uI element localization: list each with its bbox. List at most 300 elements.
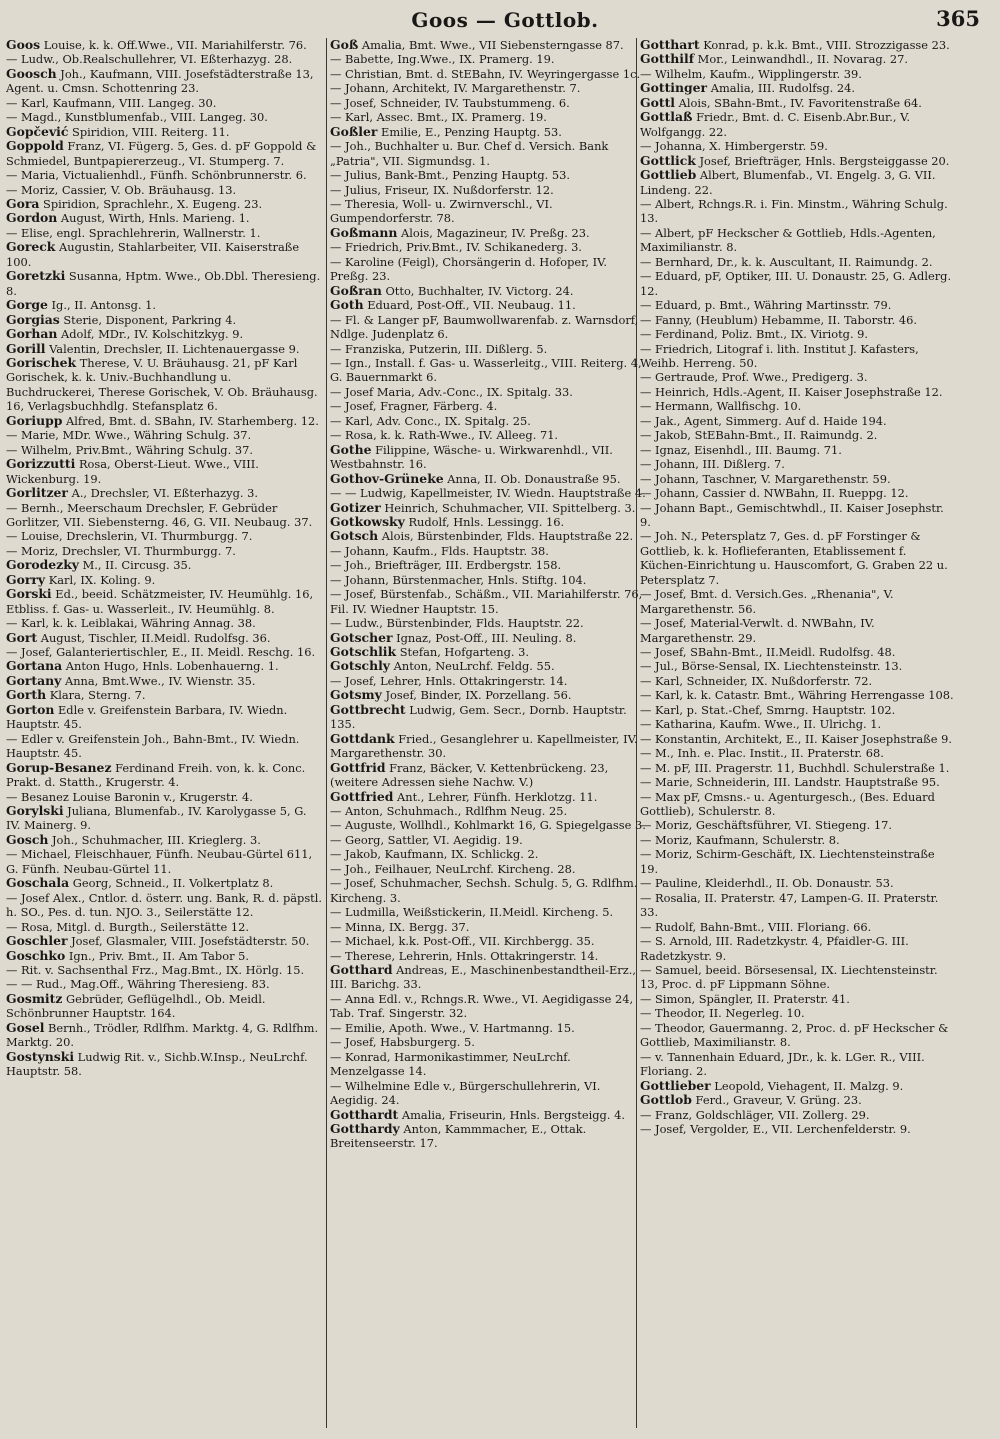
directory-entry: [6, 688, 322, 702]
entry-surname: Gorton: [6, 701, 55, 717]
directory-entry: [6, 226, 322, 240]
entry-details: — — Rud., Mag.Off., Währing Theresieng. 83.: [6, 977, 270, 992]
entry-details: Rudolf, Hnls. Lessingg. 16.: [404, 514, 565, 529]
entry-details: — Wilhelm, Kaufm., Wipplingerstr. 39.: [640, 66, 862, 81]
directory-entry: [330, 240, 646, 254]
entry-details: — Heinrich, Hdls.-Agent, II. Kaiser Josephstraße 12.: [640, 384, 943, 399]
directory-entry: [640, 457, 954, 471]
directory-entry: [640, 52, 954, 66]
entry-details: Amalia, III. Rudolfsg. 24.: [707, 81, 856, 96]
directory-entry: [330, 298, 646, 312]
directory-entry: [640, 501, 954, 530]
entry-details: — Marie, MDr. Wwe., Währing Schulg. 37.: [6, 428, 252, 443]
entry-details: — Karl, Kaufmann, VIII. Langeg. 30.: [6, 95, 217, 110]
directory-entry: [6, 1021, 322, 1050]
entry-details: Ignaz, Post-Off., III. Neuling. 8.: [392, 630, 577, 645]
entry-details: Alois, SBahn-Bmt., IV. Favoritenstraße 64.: [675, 95, 922, 110]
directory-entry: [640, 81, 954, 95]
directory-entry: [330, 385, 646, 399]
directory-entry: [6, 587, 322, 616]
entry-details: — Eduard, p. Bmt., Währing Martinsstr. 79.: [640, 298, 892, 313]
entry-details: — Karl, p. Stat.-Chef, Smrng. Hauptstr. 102.: [640, 702, 896, 717]
entry-details: Ludwig, Gem. Secr., Dornb. Hauptstr. 135.: [330, 702, 627, 732]
entry-surname: Goßmann: [330, 224, 398, 240]
directory-entry: [6, 356, 322, 414]
entry-details: A., Drechsler, VI. Eßterhazyg. 3.: [67, 486, 258, 501]
directory-entry: [640, 818, 954, 832]
entry-details: — — Ludwig, Kapellmeister, IV. Wiedn. Hauptstraße 4.: [330, 486, 646, 501]
directory-column-1: [6, 38, 322, 1428]
directory-entry: [6, 428, 322, 442]
entry-details: August, Wirth, Hnls. Marieng. 1.: [57, 211, 250, 226]
directory-entry: [330, 862, 646, 876]
directory-entry: [6, 790, 322, 804]
entry-details: — Babette, Ing.Wwe., IX. Pramerg. 19.: [330, 52, 555, 67]
directory-column-2: [330, 38, 646, 1428]
directory-entry: [640, 327, 954, 341]
entry-details: Amalia, Friseurin, Hnls. Bergsteigg. 4.: [398, 1107, 625, 1122]
entry-details: Ig., II. Antonsg. 1.: [47, 298, 157, 313]
directory-entry: [640, 139, 954, 153]
entry-details: — Josef Alex., Cntlor. d. österr. ung. Bank, R. d. päpstl. h. SO., Pes. d. tun. NJO. 3., Seilerstätte 12.: [6, 890, 322, 920]
entry-surname: Gotthard: [330, 962, 393, 977]
directory-entry: [6, 573, 322, 587]
entry-surname: Goreck: [6, 239, 56, 255]
directory-entry: [640, 703, 954, 717]
page-number: 365: [936, 6, 980, 31]
entry-details: — Samuel, beeid. Börsesensal, IX. Liechtensteinstr. 13, Proc. d. pF Lippmann Söhne.: [640, 963, 938, 992]
directory-entry: [640, 775, 954, 789]
entry-details: — Julius, Friseur, IX. Nußdorferstr. 12.: [330, 182, 554, 197]
entry-surname: Gosmitz: [6, 990, 63, 1006]
directory-entry: [640, 313, 954, 327]
directory-entry: [330, 110, 646, 124]
directory-entry: [330, 659, 646, 673]
directory-entry: [640, 428, 954, 442]
directory-entry: [330, 544, 646, 558]
directory-entry: [640, 1108, 954, 1122]
directory-entry: [640, 529, 954, 587]
entry-details: Ferd., Graveur, V. Grüng. 23.: [691, 1093, 862, 1108]
entry-details: — Ludw., Bürstenbinder, Flds. Hauptstr. 22.: [330, 616, 584, 631]
entry-details: — Maria, Victualienhdl., Fünfh. Schönbrunnerstr. 6.: [6, 168, 307, 183]
entry-details: Konrad, p. k.k. Bmt., VIII. Strozzigasse 23.: [699, 38, 950, 52]
entry-details: — Josef, Lehrer, Hnls. Ottakringerstr. 14.: [330, 673, 568, 688]
entry-surname: Gorill: [6, 340, 46, 356]
directory-entry: [330, 472, 646, 486]
directory-entry: [640, 790, 954, 819]
directory-entry: [330, 515, 646, 529]
directory-entry: [640, 891, 954, 920]
entry-surname: Goriupp: [6, 412, 63, 428]
directory-entry: [640, 385, 954, 399]
entry-details: — Bernh., Meerschaum Drechsler, F. Gebrüder Gorlitzer, VII. Siebensterng. 46, G. VII. Neubaug. 37.: [6, 500, 313, 529]
entry-details: — Ludw., Ob.Realschullehrer, VI. Eßterhazyg. 28.: [6, 52, 293, 67]
directory-entry: [6, 110, 322, 124]
entry-surname: Goßler: [330, 123, 378, 139]
entry-details: — Moriz, Geschäftsführer, VI. Stiegeng. 17.: [640, 818, 892, 833]
entry-surname: Gotthart: [640, 38, 700, 52]
entry-details: Joh., Schuhmacher, III. Krieglerg. 3.: [48, 832, 261, 847]
entry-surname: Gort: [6, 629, 38, 645]
entry-details: Spiridion, VIII. Reiterg. 11.: [68, 124, 230, 139]
entry-details: — Johann, Kaufm., Flds. Hauptstr. 38.: [330, 543, 549, 558]
entry-surname: Gorgias: [6, 311, 60, 327]
directory-entry: [6, 313, 322, 327]
directory-entry: [330, 818, 646, 832]
directory-entry: [330, 255, 646, 284]
directory-entry: [6, 38, 322, 52]
directory-entry: [330, 1108, 646, 1122]
directory-entry: [6, 414, 322, 428]
entry-surname: Gorge: [6, 297, 48, 313]
entry-details: — Johann Bapt., Gemischtwhdl., II. Kaiser Josephstr. 9.: [640, 500, 944, 529]
entry-details: — Max pF, Cmsns.- u. Agenturgesch., (Bes. Eduard Gottlieb), Schulerstr. 8.: [640, 789, 935, 819]
directory-entry: [6, 457, 322, 486]
directory-entry: [330, 949, 646, 963]
entry-details: — Christian, Bmt. d. StEBahn, IV. Weyringergasse 1c.: [330, 66, 641, 81]
entry-surname: Gorodezky: [6, 557, 80, 573]
entry-surname: Gottl: [640, 94, 675, 110]
entry-details: Anton, NeuLrchf. Feldg. 55.: [390, 659, 555, 674]
directory-entry: [330, 139, 646, 168]
entry-details: — Albert, pF Heckscher & Gottlieb, Hdls.-Agenten, Maximilianstr. 8.: [640, 225, 936, 255]
entry-details: — Johann, Taschner, V. Margarethenstr. 59.: [640, 471, 891, 486]
directory-entry: [640, 645, 954, 659]
entry-surname: Goosch: [6, 65, 57, 81]
directory-entry: [6, 52, 322, 66]
entry-details: Louise, k. k. Off.Wwe., VII. Mariahilferstr. 76.: [40, 38, 307, 52]
entry-surname: Gortana: [6, 658, 63, 674]
entry-surname: Gordon: [6, 210, 58, 226]
directory-entry: [330, 529, 646, 543]
entry-details: — Ludmilla, Weißstickerin, II.Meidl. Kircheng. 5.: [330, 905, 614, 920]
directory-entry: [330, 501, 646, 515]
directory-entry: [330, 1079, 646, 1108]
entry-surname: Gottfried: [330, 788, 394, 804]
directory-entry: [640, 342, 954, 371]
entry-details: — Johann, III. Dißlerg. 7.: [640, 457, 785, 472]
entry-details: Stefan, Hofgarteng. 3.: [396, 645, 530, 660]
entry-details: — Joh., Buchhalter u. Bur. Chef d. Versich. Bank „Patria", VII. Sigmundsg. 1.: [330, 139, 609, 168]
directory-entry: [640, 154, 954, 168]
directory-entry: [330, 616, 646, 630]
entry-details: — Anton, Schuhmach., Rdlfhm Neug. 25.: [330, 804, 568, 819]
directory-entry: [330, 81, 646, 95]
entry-details: Susanna, Hptm. Wwe., Ob.Dbl. Theresieng. 8.: [6, 269, 321, 298]
directory-entry: [6, 298, 322, 312]
directory-entry: [640, 934, 954, 963]
directory-entry: [6, 67, 322, 96]
entry-surname: Gotthilf: [640, 51, 695, 67]
entry-details: — Johann, Cassier d. NWBahn, II. Rueppg. 12.: [640, 486, 909, 501]
entry-details: — Josef, Galanteriertischler, E., II. Meidl. Reschg. 16.: [6, 645, 316, 660]
directory-entry: [330, 284, 646, 298]
directory-entry: [330, 226, 646, 240]
entry-details: Augustin, Stahlarbeiter, VII. Kaiserstraße 100.: [6, 240, 300, 269]
directory-entry: [640, 226, 954, 255]
directory-entry: [640, 1079, 954, 1093]
entry-surname: Gorup-Besanez: [6, 759, 112, 775]
entry-details: — Marie, Schneiderin, III. Landstr. Hauptstraße 95.: [640, 775, 940, 790]
entry-details: — Friedrich, Litograf i. lith. Institut J. Kafasters, Weihb. Herreng. 50.: [640, 341, 919, 370]
entry-details: — S. Arnold, III. Radetzkystr. 4, Pfaidler-G. III. Radetzkystr. 9.: [640, 934, 909, 963]
directory-entry: [6, 920, 322, 934]
entry-details: — Wilhelmine Edle v., Bürgerschullehrerin, VI. Aegidig. 24.: [330, 1078, 601, 1108]
entry-surname: Gothe: [330, 441, 372, 457]
directory-entry: [330, 1021, 646, 1035]
directory-entry: [640, 1021, 954, 1050]
entry-details: Bernh., Trödler, Rdlfhm. Marktg. 4, G. Rdlfhm. Marktg. 20.: [6, 1020, 319, 1050]
entry-surname: Gortany: [6, 672, 62, 688]
entry-details: Georg, Schneid., II. Volkertplatz 8.: [69, 876, 274, 891]
entry-details: — Fl. & Langer pF, Baumwollwarenfab. z. Warnsdorf, Ndlge. Judenplatz 6.: [330, 312, 639, 342]
directory-entry: [6, 211, 322, 225]
entry-details: — Julius, Bank-Bmt., Penzing Hauptg. 53.: [330, 168, 570, 183]
entry-details: — Josef, Fragner, Färberg. 4.: [330, 399, 498, 414]
entry-details: — Johanna, X. Himbergerstr. 59.: [640, 139, 828, 154]
directory-entry: [330, 963, 646, 992]
directory-entry: [640, 269, 954, 298]
directory-entry: [330, 790, 646, 804]
entry-details: — Eduard, pF, Optiker, III. U. Donaustr. 25, G. Adlerg. 12.: [640, 269, 952, 298]
entry-surname: Gotthardy: [330, 1120, 400, 1136]
entry-details: Josef, Binder, IX. Porzellang. 56.: [381, 688, 572, 703]
directory-entry: [6, 631, 322, 645]
directory-entry: [6, 645, 322, 659]
entry-details: Adolf, MDr., IV. Kolschitzkyg. 9.: [57, 327, 244, 342]
entry-details: — Konrad, Harmonikastimmer, NeuLrchf. Menzelgasse 14.: [330, 1049, 571, 1079]
entry-details: Josef, Glasmaler, VIII. Josefstädterstr. 50.: [67, 934, 310, 949]
entry-details: — Jakob, StEBahn-Bmt., II. Raimundg. 2.: [640, 428, 878, 443]
directory-entry: [6, 327, 322, 341]
directory-entry: [6, 992, 322, 1021]
entry-details: — Ferdinand, Poliz. Bmt., IX. Viriotg. 9.: [640, 327, 869, 342]
directory-entry: [330, 645, 646, 659]
directory-entry: [640, 1006, 954, 1020]
directory-entry: [330, 573, 646, 587]
directory-entry: [330, 428, 646, 442]
entry-details: Anna, II. Ob. Donaustraße 95.: [443, 471, 621, 486]
entry-details: — Michael, k.k. Post-Off., VII. Kirchbergg. 35.: [330, 934, 595, 949]
entry-details: — Jak., Agent, Simmerg. Auf d. Haide 194.: [640, 413, 887, 428]
entry-surname: Gotschly: [330, 658, 391, 674]
entry-details: Valentin, Drechsler, II. Lichtenauergasse 9.: [45, 341, 300, 356]
entry-details: — M. pF, III. Pragerstr. 11, Buchhdl. Schulerstraße 1.: [640, 760, 950, 775]
entry-details: — Rosa, Mitgl. d. Burgth., Seilerstätte 12.: [6, 919, 249, 934]
entry-details: Anna, Bmt.Wwe., IV. Wienstr. 35.: [61, 673, 256, 688]
directory-entry: [640, 761, 954, 775]
directory-entry: [6, 659, 322, 673]
entry-details: — Emilie, Apoth. Wwe., V. Hartmanng. 15.: [330, 1020, 575, 1035]
entry-surname: Goßran: [330, 282, 382, 298]
entry-surname: Goschko: [6, 947, 66, 963]
entry-details: Heinrich, Schuhmacher, VII. Spittelberg. 3.: [380, 500, 636, 515]
directory-entry: [330, 52, 646, 66]
directory-entry: [6, 876, 322, 890]
directory-entry: [6, 96, 322, 110]
directory-entry: [6, 732, 322, 761]
entry-details: — Franziska, Putzerin, III. Dißlerg. 5.: [330, 341, 548, 356]
directory-entry: [6, 240, 322, 269]
entry-details: Edle v. Greifenstein Barbara, IV. Wiedn. Hauptstr. 45.: [6, 702, 288, 732]
entry-details: Anton, Kammmacher, E., Ottak. Breitenseerstr. 17.: [330, 1121, 587, 1151]
entry-details: — Karl, k. k. Catastr. Bmt., Währing Herrengasse 108.: [640, 688, 954, 703]
entry-details: — Michael, Fleischhauer, Fünfh. Neubau-Gürtel 611, G. Fünfh. Neubau-Gürtel 11.: [6, 847, 313, 876]
directory-entry: [6, 125, 322, 139]
entry-details: — Josef, Schneider, IV. Taubstummeng. 6.: [330, 95, 570, 110]
entry-surname: Gorry: [6, 571, 46, 587]
directory-entry: [640, 992, 954, 1006]
entry-surname: Goß: [330, 38, 359, 52]
directory-entry: [640, 414, 954, 428]
directory-entry: [330, 342, 646, 356]
entry-details: Leopold, Viehagent, II. Malzg. 9.: [710, 1078, 904, 1093]
directory-entry: [330, 703, 646, 732]
directory-entry: [6, 891, 322, 920]
entry-details: August, Tischler, II.Meidl. Rudolfsg. 36.: [37, 630, 271, 645]
entry-details: Filippine, Wäsche- u. Wirkwarenhdl., VII. Westbahnstr. 16.: [330, 442, 613, 472]
entry-details: Anton Hugo, Hnls. Lobenhauerng. 1.: [62, 659, 279, 674]
directory-entry: [640, 197, 954, 226]
entry-details: Mor., Leinwandhdl., II. Novarag. 27.: [694, 52, 909, 67]
directory-entry: [6, 168, 322, 182]
directory-entry: [640, 399, 954, 413]
entry-details: — Josef, Material-Verwlt. d. NWBahn, IV. Margarethenstr. 29.: [640, 616, 875, 645]
entry-surname: Gottlieb: [640, 167, 697, 183]
entry-surname: Gottdank: [330, 730, 395, 746]
directory-entry: [330, 443, 646, 472]
directory-entry: [330, 558, 646, 572]
directory-entry: [330, 905, 646, 919]
directory-entry: [6, 674, 322, 688]
directory-entry: [6, 703, 322, 732]
directory-entry: [640, 732, 954, 746]
entry-details: — Auguste, Wollhdl., Kohlmarkt 16, G. Spiegelgasse 3.: [330, 818, 646, 833]
entry-details: — Georg, Sattler, VI. Aegidig. 19.: [330, 832, 523, 847]
entry-surname: Gorlitzer: [6, 485, 68, 501]
directory-entry: [330, 876, 646, 905]
directory-entry: [330, 934, 646, 948]
directory-entry: [330, 804, 646, 818]
directory-entry: [330, 67, 646, 81]
entry-details: Ed., beeid. Schätzmeister, IV. Heumühlg. 16, Etbliss. f. Gas- u. Wasserleit., IV. Heumühlg. 8.: [6, 587, 314, 616]
entry-surname: Gottlieber: [640, 1077, 711, 1093]
entry-details: — Karl, k. k. Leiblakai, Währing Annag. 38.: [6, 616, 256, 631]
directory-entry: [330, 732, 646, 761]
directory-entry: [6, 139, 322, 168]
directory-entry: [640, 168, 954, 197]
entry-details: — Jakob, Kaufmann, IX. Schlickg. 2.: [330, 847, 539, 862]
entry-details: — Josef, Vergolder, E., VII. Lerchenfelderstr. 9.: [640, 1121, 911, 1136]
entry-details: Rosa, Oberst-Lieut. Wwe., VIII. Wickenburg. 19.: [6, 457, 259, 486]
entry-details: Ign., Priv. Bmt., II. Am Tabor 5.: [65, 948, 250, 963]
entry-details: Juliana, Blumenfab., IV. Karolygasse 5, G. IV. Mainerg. 9.: [6, 804, 307, 833]
directory-entry: [330, 197, 646, 226]
entry-details: — Josef, Schuhmacher, Sechsh. Schulg. 5, G. Rdlfhm. Kircheng. 3.: [330, 876, 638, 905]
entry-details: — Josef, Bmt. d. Versich.Ges. „Rhenania", V. Margarethenstr. 56.: [640, 587, 894, 616]
entry-surname: Goschala: [6, 875, 70, 891]
entry-surname: Gostynski: [6, 1048, 75, 1064]
directory-entry: [6, 833, 322, 847]
directory-entry: [6, 761, 322, 790]
directory-entry: [640, 96, 954, 110]
directory-entry: [640, 876, 954, 890]
entry-surname: Gotthardt: [330, 1106, 399, 1122]
directory-entry: [6, 1050, 322, 1079]
entry-surname: Gorylski: [6, 803, 64, 819]
entry-surname: Gosch: [6, 831, 49, 847]
directory-entry: [640, 1122, 954, 1136]
entry-details: — Minna, IX. Bergg. 37.: [330, 919, 470, 934]
entry-surname: Gorski: [6, 586, 52, 602]
entry-surname: Gorizzutti: [6, 456, 76, 472]
entry-details: Spiridion, Sprachlehr., X. Eugeng. 23.: [39, 196, 263, 211]
entry-details: — Theodor, II. Negerleg. 10.: [640, 1006, 805, 1021]
entry-surname: Gotizer: [330, 499, 381, 515]
entry-details: — Louise, Drechslerin, VI. Thurmburgg. 7.: [6, 529, 253, 544]
entry-details: — Magd., Kunstblumenfab., VIII. Langeg. 30.: [6, 110, 268, 125]
entry-surname: Gottlaß: [640, 109, 693, 125]
entry-details: Eduard, Post-Off., VII. Neubaug. 11.: [363, 298, 576, 313]
column-divider: [326, 38, 327, 1428]
entry-surname: Gottlick: [640, 152, 696, 168]
directory-entry: [6, 558, 322, 572]
directory-entry: [6, 443, 322, 457]
directory-entry: [330, 486, 646, 500]
directory-entry: [640, 255, 954, 269]
entry-details: — Theodor, Gauermanng. 2, Proc. d. pF Heckscher & Gottlieb, Maximilianstr. 8.: [640, 1020, 949, 1050]
entry-surname: Goos: [6, 38, 41, 52]
directory-entry: [640, 674, 954, 688]
directory-entry: [640, 1050, 954, 1079]
directory-entry: [330, 847, 646, 861]
directory-entry: [330, 833, 646, 847]
entry-details: M., II. Circusg. 35.: [79, 558, 192, 573]
directory-entry: [640, 486, 954, 500]
directory-entry: [330, 688, 646, 702]
entry-details: — Konstantin, Architekt, E., II. Kaiser Josephstraße 9.: [640, 731, 952, 746]
entry-details: — Rosa, k. k. Rath-Wwe., IV. Alleeg. 71.: [330, 428, 559, 443]
directory-entry: [330, 38, 646, 52]
entry-details: — Bernhard, Dr., k. k. Auscultant, II. Raimundg. 2.: [640, 254, 933, 269]
entry-details: Franz, VI. Fügerg. 5, Ges. d. pF Goppold & Schmiedel, Buntpapiererzeug., VI. Stumperg. 7.: [6, 139, 317, 168]
entry-details: Ludwig Rit. v., Sichb.W.Insp., NeuLrchf. Hauptstr. 58.: [6, 1049, 308, 1079]
entry-surname: Gosel: [6, 1019, 45, 1035]
entry-details: — Karl, Adv. Conc., IX. Spitalg. 25.: [330, 413, 531, 428]
entry-details: Friedr., Bmt. d. C. Eisenb.Abr.Bur., V. Wolfgangg. 22.: [640, 110, 910, 139]
entry-details: — Fanny, (Heublum) Hebamme, II. Taborstr. 46.: [640, 312, 918, 327]
entry-surname: Gorhan: [6, 326, 58, 342]
directory-entry: [6, 977, 322, 991]
directory-entry: [6, 804, 322, 833]
directory-entry: [330, 631, 646, 645]
entry-details: — Ignaz, Eisenhdl., III. Baumg. 71.: [640, 442, 842, 457]
entry-details: — Franz, Goldschläger, VII. Zollerg. 29.: [640, 1107, 870, 1122]
directory-entry: [640, 920, 954, 934]
directory-entry: [330, 920, 646, 934]
directory-entry: [330, 1035, 646, 1049]
entry-surname: Goppold: [6, 138, 64, 154]
directory-entry: [330, 1050, 646, 1079]
directory-entry: [6, 949, 322, 963]
directory-entry: [6, 847, 322, 876]
entry-details: Josef, Briefträger, Hnls. Bergsteiggasse 20.: [695, 153, 950, 168]
entry-details: — Josef, Habsburgerg. 5.: [330, 1035, 475, 1050]
page-title: Goos — Gottlob.: [411, 8, 599, 32]
entry-details: Ant., Lehrer, Fünfh. Herklotzg. 11.: [393, 789, 598, 804]
entry-surname: Gotsch: [330, 528, 379, 544]
